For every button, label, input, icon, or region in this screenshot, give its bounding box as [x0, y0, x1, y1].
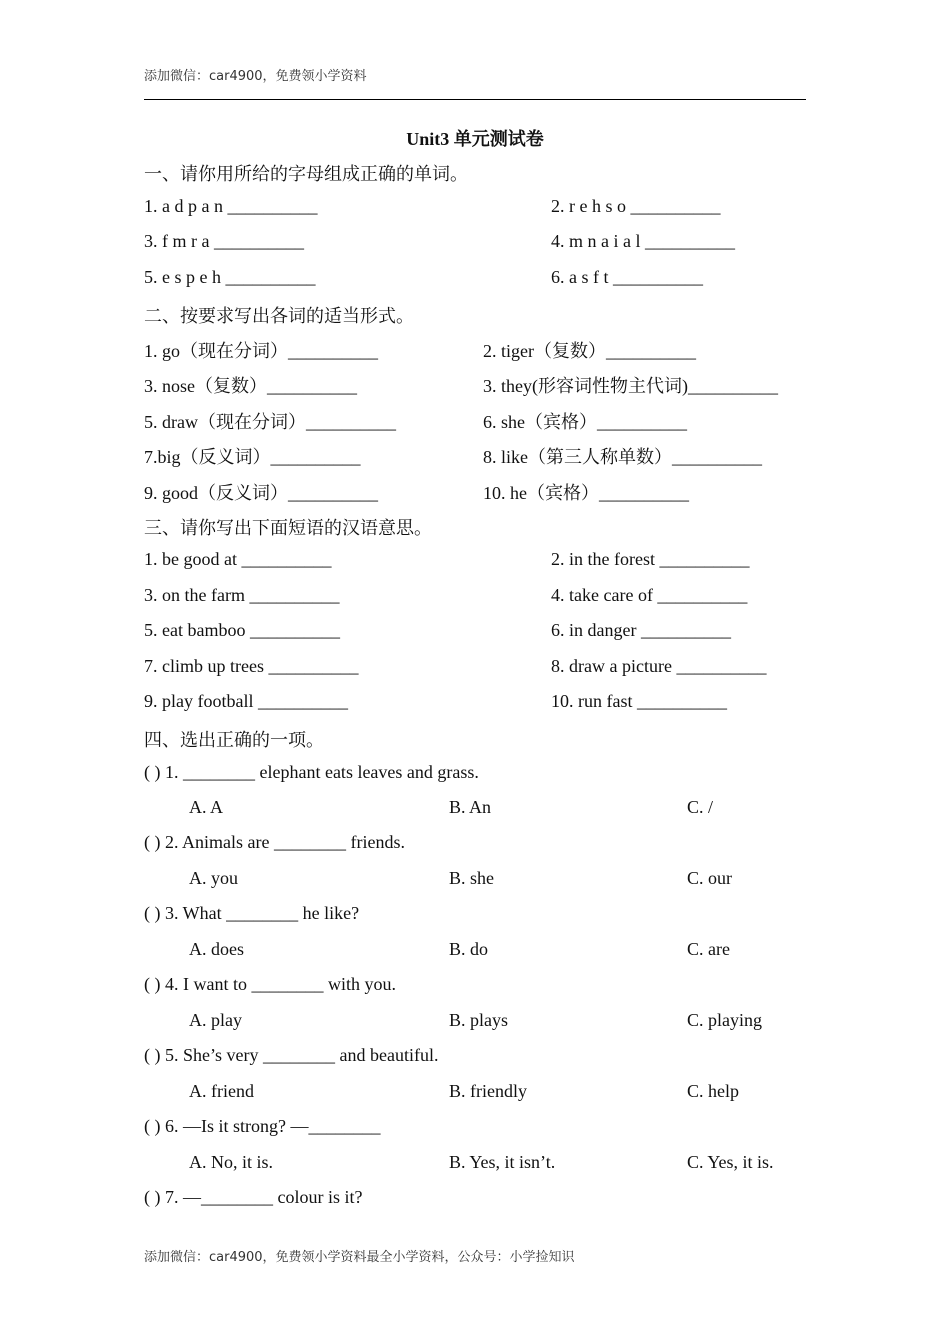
s2-item-4: 3. they(形容词性物主代词)__________	[483, 376, 778, 396]
s2-item-1: 1. go（现在分词）__________	[144, 341, 378, 361]
s4-q5-option-b: B. friendly	[449, 1081, 527, 1101]
s4-question-4: ( ) 4. I want to ________ with you.	[144, 974, 396, 994]
s3-item-10: 10. run fast __________	[551, 691, 727, 711]
s4-q2-option-b: B. she	[449, 868, 494, 888]
s2-item-6: 6. she（宾格）__________	[483, 412, 687, 432]
s2-item-5: 5. draw（现在分词）__________	[144, 412, 396, 432]
s4-q6-option-b: B. Yes, it isn’t.	[449, 1152, 556, 1172]
s4-q5-option-a: A. friend	[189, 1081, 254, 1101]
s4-q4-option-a: A. play	[189, 1010, 242, 1030]
page-title: Unit3 单元测试卷	[406, 129, 544, 149]
s4-q1-option-b: B. An	[449, 797, 492, 817]
s4-q3-option-a: A. does	[189, 939, 244, 959]
s3-item-3: 3. on the farm __________	[144, 585, 340, 605]
s1-item-6: 6. a s f t __________	[551, 267, 703, 287]
s3-item-9: 9. play football __________	[144, 691, 348, 711]
s4-q1-option-a: A. A	[189, 797, 224, 817]
s4-question-7: ( ) 7. —________ colour is it?	[144, 1187, 363, 1207]
header-note: 添加微信：car4900，免费领小学资料	[144, 69, 367, 84]
s3-item-5: 5. eat bamboo __________	[144, 620, 340, 640]
s1-item-4: 4. m n a i a l __________	[551, 231, 735, 251]
s4-question-3: ( ) 3. What ________ he like?	[144, 903, 360, 923]
s4-question-1: ( ) 1. ________ elephant eats leaves and grass.	[144, 762, 479, 782]
s4-q4-option-c: C. playing	[687, 1010, 762, 1030]
s4-q3-option-c: C. are	[687, 939, 730, 959]
s4-question-6: ( ) 6. —Is it strong? —________	[144, 1116, 381, 1136]
s4-question-5: ( ) 5. She’s very ________ and beautiful.	[144, 1045, 439, 1065]
s3-item-8: 8. draw a picture __________	[551, 656, 767, 676]
s4-question-2: ( ) 2. Animals are ________ friends.	[144, 832, 405, 852]
s3-item-1: 1. be good at __________	[144, 549, 332, 569]
s4-q4-option-b: B. plays	[449, 1010, 509, 1030]
section-2-heading: 二、按要求写出各词的适当形式。	[144, 306, 414, 326]
s4-q2-option-c: C. our	[687, 868, 732, 888]
s4-q1-option-c: C. /	[687, 797, 714, 817]
section-4-heading: 四、选出正确的一项。	[144, 730, 324, 750]
s4-q6-option-c: C. Yes, it is.	[687, 1152, 774, 1172]
s4-q5-option-c: C. help	[687, 1081, 739, 1101]
s3-item-2: 2. in the forest __________	[551, 549, 750, 569]
s1-item-5: 5. e s p e h __________	[144, 267, 316, 287]
footer-note: 添加微信：car4900，免费领小学资料最全小学资料，公众号：小学捡知识	[144, 1250, 575, 1265]
s1-item-3: 3. f m r a __________	[144, 231, 304, 251]
s4-q6-option-a: A. No, it is.	[189, 1152, 274, 1172]
s3-item-7: 7. climb up trees __________	[144, 656, 359, 676]
s2-item-9: 9. good（反义词）__________	[144, 483, 378, 503]
s2-item-2: 2. tiger（复数）__________	[483, 341, 696, 361]
s2-item-8: 8. like（第三人称单数）__________	[483, 447, 762, 467]
s1-item-2: 2. r e h s o __________	[551, 196, 721, 216]
s3-item-4: 4. take care of __________	[551, 585, 748, 605]
s4-q2-option-a: A. you	[189, 868, 238, 888]
section-3-heading: 三、请你写出下面短语的汉语意思。	[144, 518, 432, 538]
s1-item-1: 1. a d p a n __________	[144, 196, 318, 216]
s2-item-7: 7.big（反义词）__________	[144, 447, 361, 467]
s4-q3-option-b: B. do	[449, 939, 489, 959]
header-divider	[144, 99, 806, 100]
section-1-heading: 一、请你用所给的字母组成正确的单词。	[144, 164, 468, 184]
s2-item-10: 10. he（宾格）__________	[483, 483, 689, 503]
s2-item-3: 3. nose（复数）__________	[144, 376, 357, 396]
s3-item-6: 6. in danger __________	[551, 620, 731, 640]
